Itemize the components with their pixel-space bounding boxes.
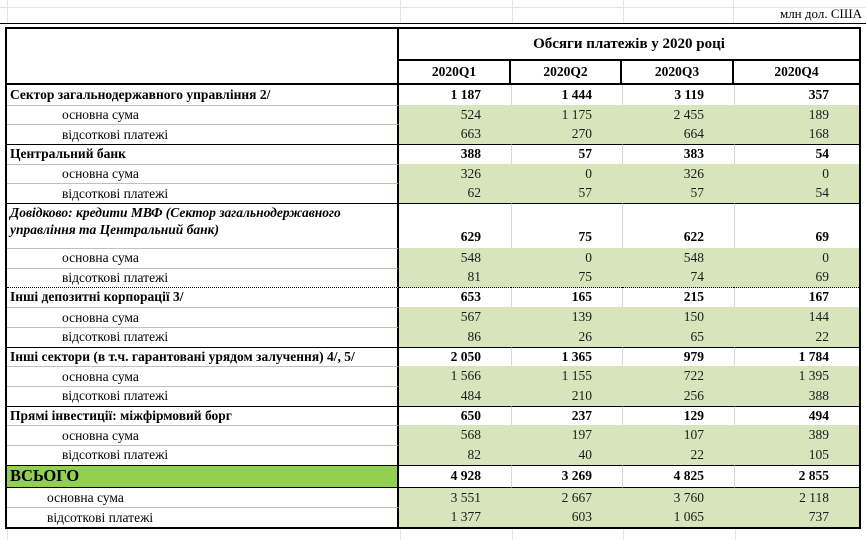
detail-row-label: основна сума xyxy=(7,105,399,125)
section-total-value: 2 855 xyxy=(734,465,859,488)
section-total-value: 1 365 xyxy=(511,347,622,367)
section-total-value: 237 xyxy=(511,406,622,426)
corner-header-cell xyxy=(7,29,399,85)
detail-value: 2 118 xyxy=(734,488,859,508)
section-total-value: 979 xyxy=(622,347,734,367)
detail-value: 270 xyxy=(511,124,622,144)
section-total-row xyxy=(7,347,859,367)
detail-row-label: основна сума xyxy=(7,366,399,386)
quarter-header-q3: 2020Q3 xyxy=(622,61,734,85)
detail-row-label: відсоткові платежі xyxy=(7,386,399,406)
section-total-value: 129 xyxy=(622,406,734,426)
section-label: Прямі інвестиції: міжфірмовий борг xyxy=(7,406,399,426)
gridline-vertical xyxy=(735,529,736,540)
detail-value: 144 xyxy=(734,307,859,327)
principal-row xyxy=(7,425,859,445)
detail-value: 0 xyxy=(734,248,859,268)
section-total-value: 69 xyxy=(734,203,859,248)
detail-value: 74 xyxy=(622,268,734,288)
detail-row-label: основна сума xyxy=(7,488,399,508)
detail-value: 75 xyxy=(511,268,622,288)
detail-value: 168 xyxy=(734,124,859,144)
section-label: Довідково: кредити МВФ (Сектор загальнодержавного управління та Центральний банк) xyxy=(7,203,399,248)
section-label: ВСЬОГО xyxy=(7,465,399,488)
detail-value: 0 xyxy=(734,164,859,184)
detail-value: 65 xyxy=(622,327,734,347)
section-total-value: 622 xyxy=(622,203,734,248)
section-total-value: 1 187 xyxy=(450,86,481,102)
detail-value: 3 551 xyxy=(399,488,511,508)
detail-row-label: основна сума xyxy=(7,307,399,327)
section-total-value: 494 xyxy=(734,406,859,426)
detail-value: 189 xyxy=(734,105,859,125)
detail-row-label: відсоткові платежі xyxy=(7,268,399,288)
interest-row xyxy=(7,183,859,203)
section-total-value: 57 xyxy=(511,144,622,164)
interest-row xyxy=(7,507,859,527)
section-total-value: 1 784 xyxy=(734,347,859,367)
section-label: Інші депозитні корпорації 3/ xyxy=(7,288,399,308)
detail-value: 1 377 xyxy=(399,507,511,527)
detail-row-label: відсоткові платежі xyxy=(7,445,399,465)
detail-value: 54 xyxy=(734,183,859,203)
detail-value: 22 xyxy=(734,327,859,347)
detail-value: 3 760 xyxy=(622,488,734,508)
detail-value: 26 xyxy=(511,327,622,347)
detail-row-label: відсоткові платежі xyxy=(7,327,399,347)
detail-value: 0 xyxy=(511,164,622,184)
quarter-header-q1: 2020Q1 xyxy=(399,61,511,85)
detail-value: 568 xyxy=(399,425,511,445)
section-total-value: 383 xyxy=(622,144,734,164)
section-total-value: 54 xyxy=(734,144,859,164)
detail-value: 1 395 xyxy=(734,366,859,386)
quarter-header-q2: 2020Q2 xyxy=(511,61,622,85)
gridline-horizontal xyxy=(0,7,866,8)
detail-value: 197 xyxy=(511,425,622,445)
section-total-value: 653 xyxy=(460,289,481,305)
section-total-value: 167 xyxy=(734,288,859,308)
section-total-value: 165 xyxy=(511,288,622,308)
interest-row xyxy=(7,124,859,144)
table-title-row xyxy=(7,29,859,61)
section-total-value: 3 269 xyxy=(511,465,622,488)
section-total-value: 357 xyxy=(734,85,859,105)
header-underline xyxy=(0,23,866,24)
section-total-row xyxy=(7,85,859,105)
detail-value: 326 xyxy=(399,164,511,184)
detail-value: 388 xyxy=(734,386,859,406)
section-total-value: 4 928 xyxy=(399,465,511,488)
gridline-vertical xyxy=(512,529,513,540)
detail-value: 524 xyxy=(399,105,511,125)
detail-value: 484 xyxy=(399,386,511,406)
detail-value: 210 xyxy=(511,386,622,406)
detail-value: 22 xyxy=(622,445,734,465)
detail-value: 664 xyxy=(622,124,734,144)
interest-row xyxy=(7,268,859,288)
principal-row xyxy=(7,488,859,508)
detail-row-label: основна сума xyxy=(7,425,399,445)
detail-value: 663 xyxy=(399,124,511,144)
section-label: Сектор загальнодержавного управління 2/ xyxy=(7,85,399,105)
interest-row xyxy=(7,445,859,465)
section-label: Центральний банк xyxy=(7,144,399,164)
table-title: Обсяги платежів у 2020 році xyxy=(399,29,859,61)
detail-value: 0 xyxy=(511,248,622,268)
detail-value: 1 566 xyxy=(399,366,511,386)
section-total-value: 3 119 xyxy=(622,85,734,105)
detail-value: 86 xyxy=(399,327,511,347)
detail-value: 326 xyxy=(622,164,734,184)
detail-row-label: відсоткові платежі xyxy=(7,507,399,527)
detail-value: 737 xyxy=(734,507,859,527)
gridline-vertical xyxy=(623,529,624,540)
principal-row xyxy=(7,164,859,184)
detail-value: 107 xyxy=(622,425,734,445)
detail-value: 40 xyxy=(511,445,622,465)
section-total-value: 388 xyxy=(399,144,511,164)
gridline-vertical xyxy=(512,0,513,23)
interest-row xyxy=(7,327,859,347)
detail-value: 1 155 xyxy=(511,366,622,386)
detail-value: 105 xyxy=(734,445,859,465)
detail-value: 548 xyxy=(399,248,511,268)
detail-value: 2 667 xyxy=(511,488,622,508)
detail-value: 62 xyxy=(399,183,511,203)
detail-value: 150 xyxy=(622,307,734,327)
section-total-value: 2 050 xyxy=(399,347,511,367)
detail-value: 389 xyxy=(734,425,859,445)
detail-value: 1 175 xyxy=(511,105,622,125)
table-body xyxy=(7,85,859,527)
section-total-row xyxy=(7,203,859,248)
detail-value: 256 xyxy=(622,386,734,406)
detail-value: 69 xyxy=(734,268,859,288)
principal-row xyxy=(7,105,859,125)
principal-row xyxy=(7,248,859,268)
gridline-vertical xyxy=(733,0,734,23)
section-total-row xyxy=(7,465,859,488)
section-total-row xyxy=(7,406,859,426)
detail-value: 81 xyxy=(399,268,511,288)
section-total-value: 215 xyxy=(622,288,734,308)
section-total-value: 629 xyxy=(399,203,511,248)
section-total-value: 4 825 xyxy=(622,465,734,488)
detail-value: 548 xyxy=(622,248,734,268)
section-label: Інші сектори (в т.ч. гарантовані урядом залучення) 4/, 5/ xyxy=(7,347,399,367)
detail-value: 2 455 xyxy=(622,105,734,125)
detail-value: 139 xyxy=(511,307,622,327)
payments-table xyxy=(5,27,861,529)
detail-value: 567 xyxy=(399,307,511,327)
detail-value: 722 xyxy=(622,366,734,386)
interest-row xyxy=(7,386,859,406)
gridline-vertical xyxy=(7,0,8,23)
principal-row xyxy=(7,366,859,386)
detail-value: 603 xyxy=(511,507,622,527)
section-total-row xyxy=(7,144,859,164)
gridline-vertical xyxy=(400,0,401,23)
detail-row-label: відсоткові платежі xyxy=(7,183,399,203)
payments-table-grid xyxy=(7,29,859,527)
gridline-vertical xyxy=(7,529,8,540)
detail-row-label: відсоткові платежі xyxy=(7,124,399,144)
quarter-header-q4: 2020Q4 xyxy=(734,61,859,85)
section-total-value: 650 xyxy=(399,406,511,426)
section-total-value: 1 444 xyxy=(511,85,622,105)
principal-row xyxy=(7,307,859,327)
detail-row-label: основна сума xyxy=(7,164,399,184)
section-total-value: 75 xyxy=(511,203,622,248)
gridline-vertical xyxy=(400,529,401,540)
gridline-vertical xyxy=(623,0,624,23)
section-total-row xyxy=(7,288,859,308)
detail-value: 82 xyxy=(399,445,511,465)
detail-value: 57 xyxy=(511,183,622,203)
detail-value: 57 xyxy=(622,183,734,203)
detail-value: 1 065 xyxy=(622,507,734,527)
unit-label: млн дол. США xyxy=(779,6,862,21)
detail-row-label: основна сума xyxy=(7,248,399,268)
